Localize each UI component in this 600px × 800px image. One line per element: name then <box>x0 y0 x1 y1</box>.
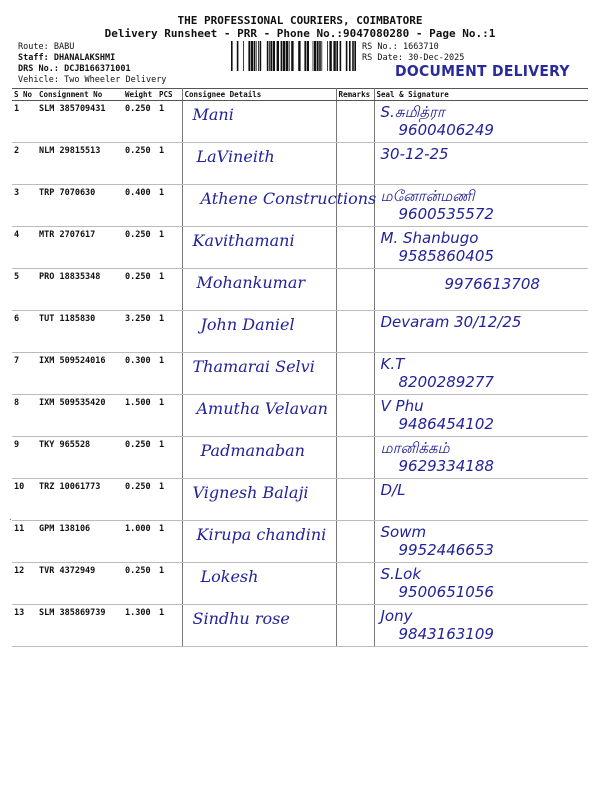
row-signature <box>374 143 588 185</box>
barcode-bar <box>243 41 244 71</box>
barcode-bar <box>270 41 272 71</box>
vehicle-label: Vehicle: <box>18 75 59 85</box>
row-consignment-no: TRZ 10061773 <box>37 479 123 521</box>
barcode-bar <box>251 41 253 71</box>
route-value: BABU <box>53 42 75 52</box>
row-signature <box>374 185 588 227</box>
barcode-bar <box>307 41 309 71</box>
barcode-bar <box>319 41 321 71</box>
row-consignee <box>182 185 377 227</box>
barcode-bar <box>298 41 300 71</box>
row-sno: 13 <box>12 605 37 647</box>
row-consignee <box>182 479 336 521</box>
row-sno: 5 <box>12 269 37 311</box>
row-weight: 0.250 <box>123 479 157 521</box>
barcode-bar <box>304 41 306 71</box>
barcode-bar <box>281 41 283 71</box>
table-row <box>12 143 588 185</box>
handwritten-consignee: Kirupa chandini <box>196 525 327 544</box>
row-consignee <box>182 227 336 269</box>
table-row <box>12 479 588 521</box>
row-remarks <box>336 101 374 143</box>
row-pcs: 1 <box>157 101 182 143</box>
handwritten-signature: M. Shanbugo <box>380 229 479 247</box>
table-header-row <box>12 89 588 101</box>
col-remarks: Remarks <box>336 89 374 101</box>
col-weight: Weight <box>123 89 157 101</box>
handwritten-phone: 9600535572 <box>398 205 494 223</box>
barcode-bar <box>317 41 319 71</box>
row-remarks <box>336 185 374 227</box>
barcode-bar <box>329 41 331 71</box>
handwritten-signature: V Phu <box>380 397 424 415</box>
row-sno: 3 <box>12 185 37 227</box>
row-sno: 8 <box>12 395 37 437</box>
barcode-bar <box>291 41 293 71</box>
row-pcs: 1 <box>157 185 182 227</box>
barcode-bar <box>352 41 354 71</box>
rs-date-value: 30-Dec-2025 <box>408 53 465 63</box>
row-signature <box>374 353 588 395</box>
row-signature <box>374 437 588 479</box>
row-consignment-no: MTR 2707617 <box>37 227 123 269</box>
row-consignment-no: TUT 1185830 <box>37 311 123 353</box>
row-pcs: 1 <box>157 269 182 311</box>
row-sno: 7 <box>12 353 37 395</box>
row-remarks <box>336 353 374 395</box>
document-delivery-stamp: DOCUMENT DELIVERY <box>395 62 570 80</box>
row-pcs: 1 <box>157 143 182 185</box>
barcode-bar <box>256 41 257 71</box>
runsheet-subtitle: Delivery Runsheet - PRR - Phone No.:9047080280 - Page No.:1 <box>104 27 496 40</box>
col-pcs: PCS <box>157 89 182 101</box>
row-weight: 1.000 <box>123 521 157 563</box>
row-sno: 6 <box>12 311 37 353</box>
handwritten-signature: Devaram 30/12/25 <box>380 313 522 331</box>
handwritten-signature: 30-12-25 <box>380 145 449 163</box>
route-line <box>18 42 74 52</box>
barcode-bar <box>254 41 256 71</box>
barcode-bar <box>354 41 356 71</box>
handwritten-signature: S.Lok <box>380 565 422 583</box>
row-consignment-no: IXM 509535420 <box>37 395 123 437</box>
handwritten-consignee: LaVineith <box>196 147 275 166</box>
row-weight: 0.250 <box>123 269 157 311</box>
row-consignment-no: TKY 965528 <box>37 437 123 479</box>
handwritten-signature: K.T <box>380 355 405 373</box>
barcode-bar <box>260 41 262 71</box>
row-pcs: 1 <box>157 311 182 353</box>
handwritten-consignee: Vignesh Balaji <box>192 483 309 502</box>
row-remarks <box>336 227 374 269</box>
rs-date-label: RS Date: <box>362 53 403 63</box>
handwritten-signature: Sowm <box>380 523 427 541</box>
row-signature <box>374 311 588 353</box>
row-remarks <box>336 143 374 185</box>
row-remarks <box>336 563 374 605</box>
row-remarks <box>336 311 374 353</box>
handwritten-consignee: Amutha Velavan <box>196 399 328 418</box>
row-consignee <box>182 395 336 437</box>
drs-label: DRS No.: <box>18 64 59 74</box>
row-remarks <box>336 269 374 311</box>
row-consignee <box>182 101 336 143</box>
row-consignment-no: GPM 138106 <box>37 521 123 563</box>
row-sno: 10 <box>12 479 37 521</box>
row-weight: 1.500 <box>123 395 157 437</box>
table-row <box>12 395 588 437</box>
barcode-bar <box>269 41 270 71</box>
row-signature <box>374 101 588 143</box>
barcode-bar <box>327 41 328 71</box>
row-consignment-no: SLM 385709431 <box>37 101 123 143</box>
handwritten-phone: 9976613708 <box>444 275 540 293</box>
row-consignment-no: IXM 509524016 <box>37 353 123 395</box>
drs-value: DCJB166371001 <box>64 64 131 74</box>
row-consignee <box>182 437 336 479</box>
table-row <box>12 521 588 563</box>
col-consignee: Consignee Details <box>182 89 336 101</box>
table-row <box>12 605 588 647</box>
barcode-bar <box>321 41 322 71</box>
barcode-bar <box>258 41 259 71</box>
row-consignment-no: SLM 385869739 <box>37 605 123 647</box>
handwritten-phone: 9486454102 <box>398 415 494 433</box>
handwritten-phone: 9500651056 <box>398 583 494 601</box>
row-weight: 0.250 <box>123 437 157 479</box>
row-signature <box>374 521 588 563</box>
barcode-bar <box>349 41 351 71</box>
col-sno: S No <box>12 89 37 101</box>
barcode-bar <box>286 41 288 71</box>
handwritten-consignee: Thamarai Selvi <box>192 357 315 376</box>
drs-line <box>18 64 131 74</box>
handwritten-phone: 9629334188 <box>398 457 494 475</box>
row-weight: 0.250 <box>123 227 157 269</box>
table-row <box>12 227 588 269</box>
runsheet-table <box>12 88 588 647</box>
barcode-bar <box>314 41 316 71</box>
row-pcs: 1 <box>157 563 182 605</box>
row-weight: 0.400 <box>123 185 157 227</box>
handwritten-phone: 9843163109 <box>398 625 494 643</box>
handwritten-signature: S.சுமித்ரா <box>380 103 445 121</box>
row-consignee <box>182 269 336 311</box>
row-pcs: 1 <box>157 479 182 521</box>
row-consignment-no: PRO 18835348 <box>37 269 123 311</box>
table-row <box>12 311 588 353</box>
row-consignee <box>182 605 336 647</box>
row-remarks <box>336 479 374 521</box>
table-row <box>12 563 588 605</box>
handwritten-phone: 9585860405 <box>398 247 494 265</box>
table-row <box>12 269 588 311</box>
row-signature <box>374 395 588 437</box>
barcode-bar <box>237 41 239 71</box>
barcode-bar <box>231 41 233 71</box>
row-consignment-no: TVR 4372949 <box>37 563 123 605</box>
row-weight: 0.300 <box>123 353 157 395</box>
row-pcs: 1 <box>157 605 182 647</box>
handwritten-consignee: John Daniel <box>200 315 295 334</box>
row-consignee <box>182 311 336 353</box>
barcode-bar <box>313 41 314 71</box>
row-signature <box>374 563 588 605</box>
row-remarks <box>336 437 374 479</box>
vehicle-line <box>18 75 166 85</box>
row-weight: 1.300 <box>123 605 157 647</box>
row-sno: 1 <box>12 101 37 143</box>
staff-label: Staff: <box>18 53 49 63</box>
handwritten-consignee: Lokesh <box>200 567 259 586</box>
barcode-bar <box>273 41 275 71</box>
barcode <box>231 41 357 71</box>
row-sno: 2 <box>12 143 37 185</box>
route-label: Route: <box>18 42 49 52</box>
handwritten-signature: D/L <box>380 481 406 499</box>
table-row <box>12 353 588 395</box>
row-consignee <box>182 353 336 395</box>
company-title: THE PROFESSIONAL COURIERS, COIMBATORE <box>177 14 423 27</box>
row-sno: 11 <box>12 521 37 563</box>
handwritten-phone: 8200289277 <box>398 373 494 391</box>
handwritten-signature: மானிக்கம் <box>380 439 450 457</box>
rs-no-line <box>362 42 439 52</box>
handwritten-consignee: Athene Constructions <box>200 189 377 208</box>
row-sno: 4 <box>12 227 37 269</box>
handwritten-consignee: Mohankumar <box>196 273 306 292</box>
row-pcs: 1 <box>157 437 182 479</box>
row-pcs: 1 <box>157 521 182 563</box>
row-pcs: 1 <box>157 353 182 395</box>
barcode-bar <box>267 41 269 71</box>
row-pcs: 1 <box>157 395 182 437</box>
handwritten-consignee: Mani <box>192 105 234 124</box>
row-remarks <box>336 605 374 647</box>
handwritten-consignee: Kavithamani <box>192 231 295 250</box>
row-consignee <box>182 563 336 605</box>
vehicle-value: Two Wheeler Delivery <box>64 75 167 85</box>
row-consignment-no: NLM 29815513 <box>37 143 123 185</box>
table-row <box>12 437 588 479</box>
handwritten-phone: 9600406249 <box>398 121 494 139</box>
staff-line <box>18 53 115 63</box>
row-signature <box>374 605 588 647</box>
row-remarks <box>336 395 374 437</box>
row-signature <box>374 269 588 311</box>
row-weight: 0.250 <box>123 101 157 143</box>
col-consignment: Consignment No <box>37 89 123 101</box>
handwritten-consignee: Padmanaban <box>200 441 305 460</box>
barcode-bar <box>346 41 348 71</box>
barcode-bar <box>333 41 335 71</box>
barcode-bar <box>340 41 342 71</box>
rs-no-label: RS No.: <box>362 42 398 52</box>
row-weight: 3.250 <box>123 311 157 353</box>
row-weight: 0.250 <box>123 563 157 605</box>
row-pcs: 1 <box>157 227 182 269</box>
barcode-bar <box>336 41 338 71</box>
col-signature: Seal & Signature <box>374 89 588 101</box>
barcode-bar <box>283 41 285 71</box>
margin-mark: · <box>8 515 13 524</box>
handwritten-consignee: Sindhu rose <box>192 609 290 628</box>
row-consignment-no: TRP 7070630 <box>37 185 123 227</box>
table-row <box>12 185 588 227</box>
row-signature <box>374 227 588 269</box>
row-signature <box>374 479 588 521</box>
handwritten-phone: 9952446653 <box>398 541 494 559</box>
handwritten-signature: Jony <box>380 607 413 625</box>
barcode-bar <box>289 41 290 71</box>
staff-value: DHANALAKSHMI <box>53 53 116 63</box>
rs-no-value: 1663710 <box>402 42 439 52</box>
handwritten-signature: மனோன்மணி <box>380 187 475 205</box>
barcode-bar <box>277 41 279 71</box>
barcode-bar <box>248 41 250 71</box>
row-remarks <box>336 521 374 563</box>
row-consignee <box>182 143 336 185</box>
table-row <box>12 101 588 143</box>
row-consignee <box>182 521 336 563</box>
row-weight: 0.250 <box>123 143 157 185</box>
row-sno: 12 <box>12 563 37 605</box>
row-sno: 9 <box>12 437 37 479</box>
